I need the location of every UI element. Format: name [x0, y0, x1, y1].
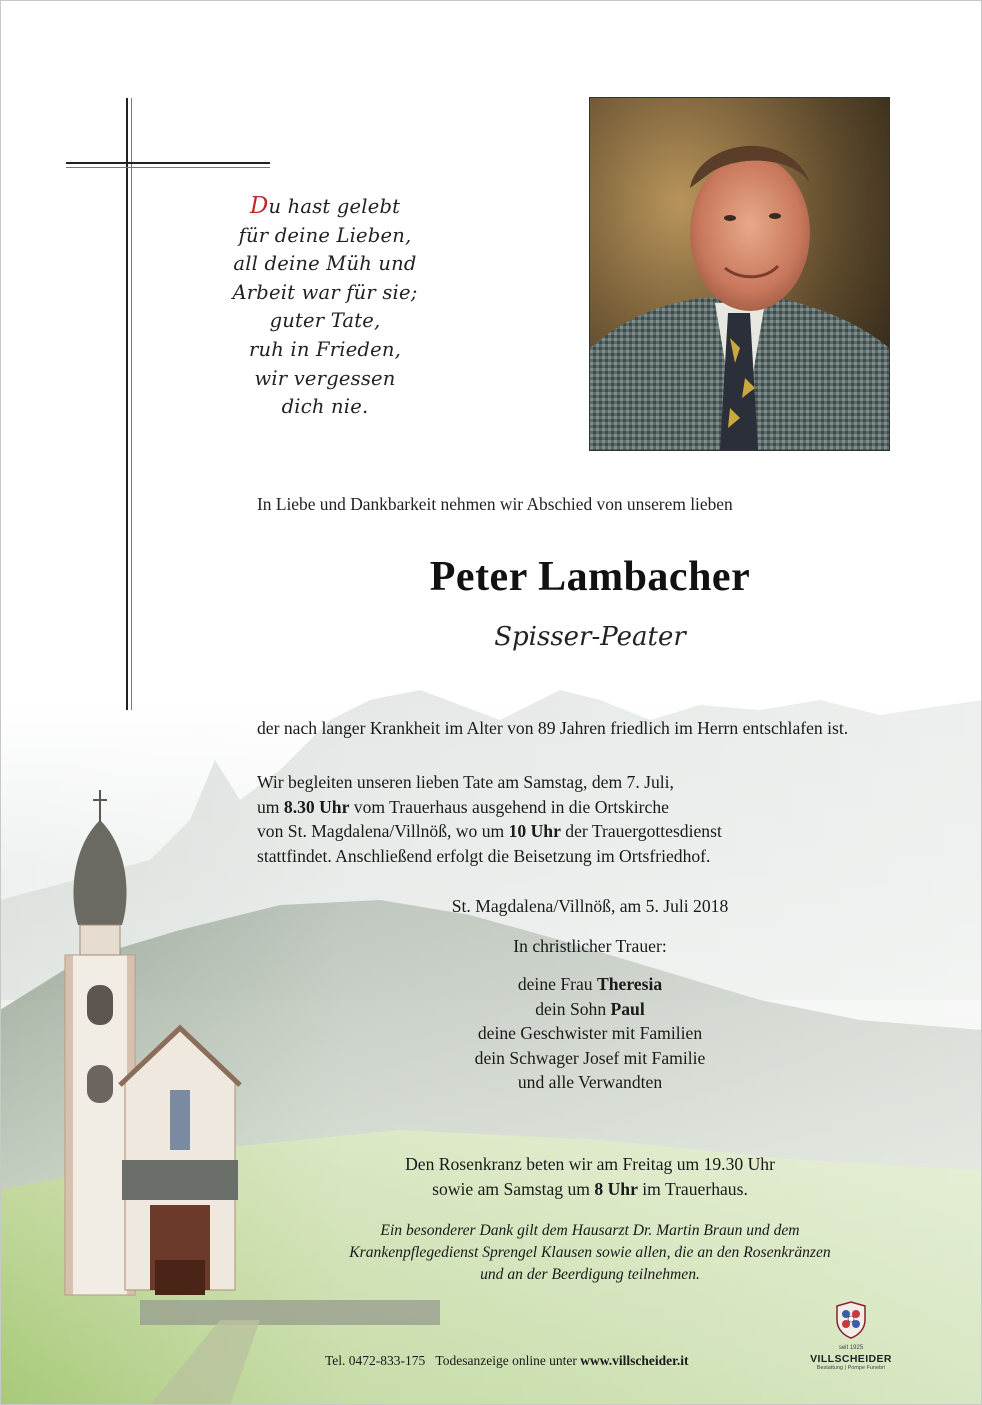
thanks-line-1: Ein besonderer Dank gilt dem Hausarzt Dr. Martin Braun und dem	[380, 1222, 800, 1239]
funeral-line-2	[257, 795, 937, 820]
cross-vertical-shadow	[131, 98, 132, 710]
rosary-line-2-post: im Trauerhaus.	[637, 1179, 748, 1199]
rosary-line-2-pre: sowie am Samstag um	[432, 1179, 595, 1199]
poem-line: dich nie.	[281, 395, 369, 419]
poem	[230, 192, 420, 422]
deceased-nickname: Spisser-Peater	[494, 622, 686, 652]
thanks-line-2: Krankenpflegedienst Sprengel Klausen sowie allen, die an den Rosenkränzen	[349, 1244, 831, 1261]
footer-url-link[interactable]: www.villscheider.it	[580, 1353, 689, 1368]
cross-horizontal-line	[66, 162, 270, 164]
family-relatives: und alle Verwandten	[517, 1072, 663, 1092]
cross-horizontal-shadow	[66, 167, 270, 168]
funeral-line-3-pre: von St. Magdalena/Villnöß, wo um	[257, 821, 509, 841]
poem-line: guter Tate,	[269, 309, 381, 333]
poem-initial: D	[249, 193, 269, 219]
cross-vertical-line	[126, 98, 128, 710]
death-text: der nach langer Krankheit im Alter von 89 Jahren friedlich im Herrn entschlafen ist.	[257, 718, 849, 738]
family-brother-in-law: dein Schwager Josef mit Familie	[474, 1047, 706, 1068]
poem-line: wir vergessen	[254, 366, 396, 390]
poem-line-1	[230, 192, 420, 222]
footer	[325, 1353, 765, 1369]
funeral-time-2: 10 Uhr	[508, 821, 561, 841]
family-list	[200, 972, 980, 1095]
family-wife-pre: deine Frau	[517, 974, 597, 994]
funeral-line-3	[257, 819, 937, 844]
funeral-line-4: stattfindet. Anschließend erfolgt die Beisetzung im Ortsfriedhof.	[257, 845, 711, 866]
poem-line: Arbeit war für sie;	[232, 280, 418, 304]
logo-subtitle: Bestattung | Pompe Funebri	[816, 1365, 886, 1371]
funeral-line-1: Wir begleiten unseren lieben Tate am Samstag, dem 7. Juli,	[257, 772, 674, 792]
family-son-name: Paul	[610, 998, 645, 1019]
poem-line: für deine Lieben,	[238, 223, 412, 247]
poem-first-line-rest: u hast gelebt	[268, 195, 401, 218]
family-wife-name: Theresia	[596, 974, 663, 994]
place-date: St. Magdalena/Villnöß, am 5. Juli 2018	[451, 896, 729, 916]
funeral-time-1: 8.30 Uhr	[283, 796, 350, 817]
rosary-line-2	[200, 1177, 980, 1202]
family-son-pre: dein Sohn	[535, 998, 611, 1019]
funeral-text	[257, 770, 937, 868]
logo-since: seit 1925	[838, 1345, 864, 1351]
funeral-line-2-post: vom Trauerhaus ausgehend in die Ortskirche	[349, 796, 669, 817]
funeral-line-3-post: der Trauergottesdienst	[560, 821, 722, 841]
footer-online-text: Todesanzeige online unter	[435, 1353, 577, 1368]
family-wife	[200, 972, 980, 997]
family-son	[200, 997, 980, 1022]
thanks-line-3: und an der Beerdigung teilnehmen.	[480, 1266, 700, 1283]
family-siblings: deine Geschwister mit Familien	[477, 1023, 703, 1043]
coat-of-arms-icon	[829, 1300, 873, 1340]
footer-phone: Tel. 0472-833-175	[325, 1353, 426, 1368]
rosary-line-1: Den Rosenkranz beten wir am Freitag um 19.30 Uhr	[405, 1154, 775, 1174]
villscheider-logo	[805, 1300, 897, 1380]
thanks-text	[200, 1220, 980, 1286]
rosary-text	[200, 1152, 980, 1202]
funeral-line-2-pre: um	[257, 796, 284, 817]
deceased-name: Peter Lambacher	[429, 554, 751, 600]
portrait-photo	[589, 97, 890, 451]
rosary-time: 8 Uhr	[594, 1179, 638, 1199]
logo-name: VILLSCHEIDER	[810, 1353, 892, 1365]
intro-text: In Liebe und Dankbarkeit nehmen wir Abschied von unserem lieben	[257, 494, 733, 514]
poem-line: all deine Müh und	[233, 252, 417, 276]
mourning-label: In christlicher Trauer:	[513, 936, 667, 956]
poem-line: ruh in Frieden,	[248, 337, 402, 361]
